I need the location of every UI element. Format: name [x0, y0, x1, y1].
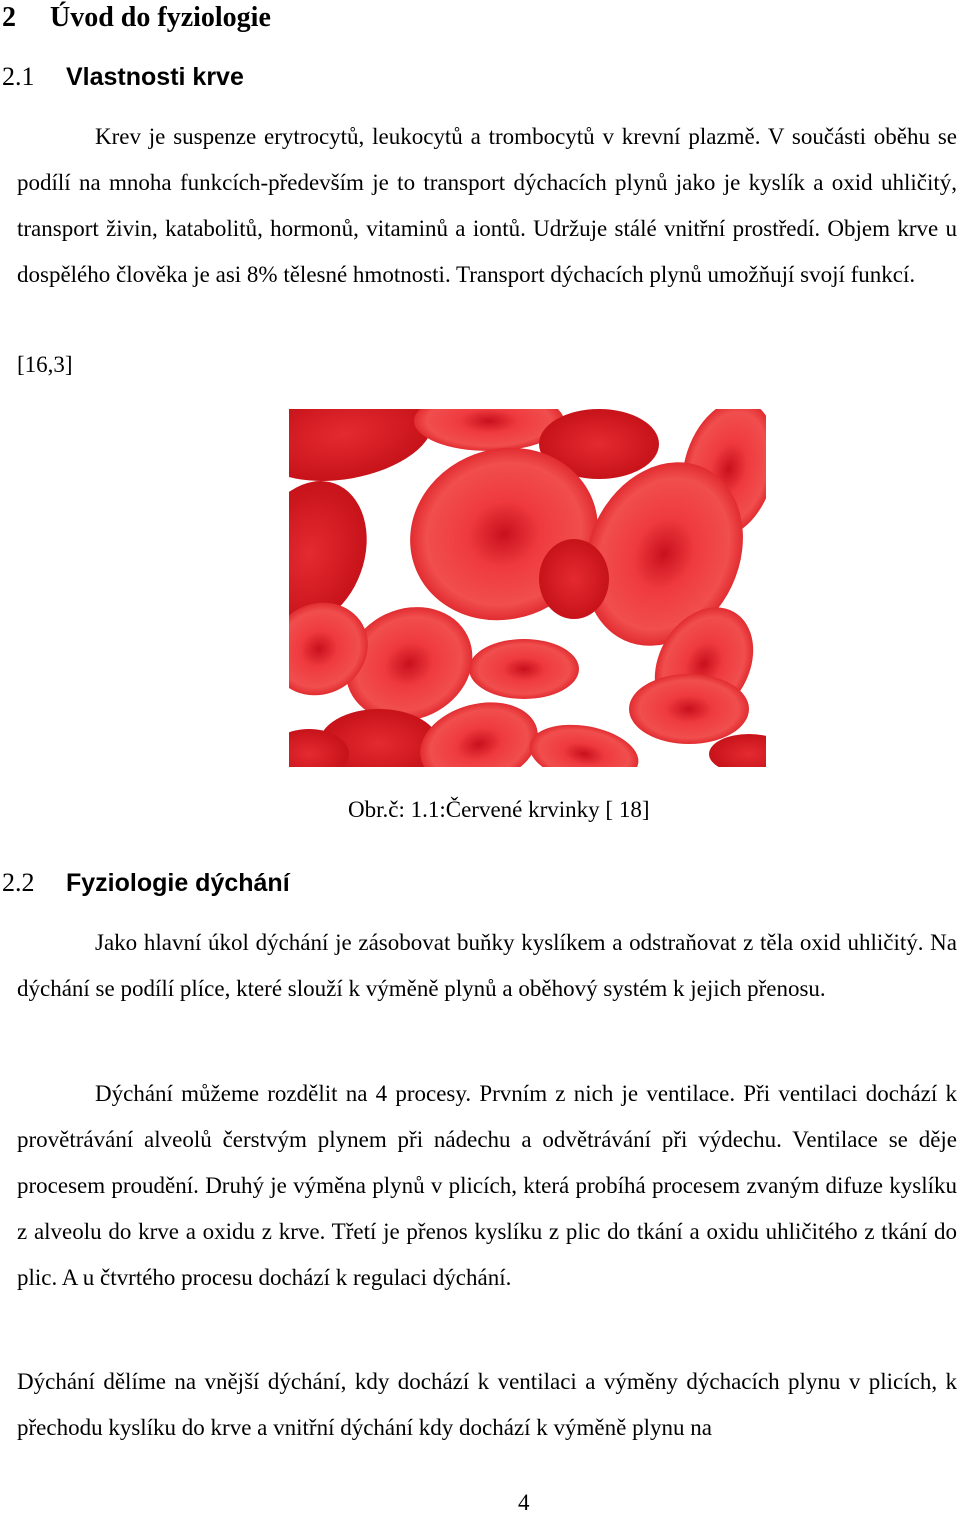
paragraph-breathing-processes: Dýchání můžeme rozdělit na 4 procesy. Prvním z nich je ventilace. Při ventilaci dochází k provětrávání alveolů čerstvým plynem při nádechu a odvětrávání při výdechu. Ventilace se děje procesem proudění. Druhý je výměna plynů v plicích, která probíhá procesem zvaným difuze kyslíku z alveolu do krve a oxidu z krve. Třetí je přenos kyslíku z plic do tkání a oxidu uhličitého z tkání do plic. A u čtvrtého procesu dochází k regulaci dýchání.: [17, 1081, 957, 1290]
paragraph-breathing-types: Dýchání dělíme na vnější dýchání, kdy dochází k ventilaci a výměny dýchacích plynu v plicích, k přechodu kyslíku do krve a vnitřní dýchání kdy dochází k výměně plynu na: [17, 1369, 957, 1440]
red-blood-cells-image: [289, 409, 766, 767]
chapter-heading: [2, 2, 271, 34]
section-title: Vlastnosti krve: [66, 63, 244, 91]
section-heading-2-1: [2, 62, 244, 92]
paragraph-blood-properties: Krev je suspenze erytrocytů, leukocytů a trombocytů v krevní plazmě. V součásti oběhu se podílí na mnoha funkcích-především je to transport dýchacích plynů jako je kyslík a oxid uhličitý, transport živin, katabolitů, hormonů, vitaminů a iontů. Udržuje stálé vnitřní prostředí. Objem krve u dospělého člověka je asi 8% tělesné hmotnosti. Transport dýchacích plynů umožňují svojí funkcí.: [17, 124, 957, 287]
figure-caption: Obr.č: 1.1:Červené krvinky [ 18]: [348, 797, 650, 822]
section-title: Fyziologie dýchání: [66, 869, 290, 897]
section-number: 2.2: [2, 868, 35, 897]
citation-reference: [16,3]: [17, 352, 73, 377]
section-number: 2.1: [2, 62, 35, 91]
chapter-number: 2: [2, 2, 16, 33]
page-number: 4: [518, 1490, 530, 1515]
section-heading-2-2: [2, 868, 290, 898]
red-blood-cells-illustration: [289, 409, 766, 767]
paragraph-breathing-purpose: Jako hlavní úkol dýchání je zásobovat buňky kyslíkem a odstraňovat z těla oxid uhličitý. Na dýchání se podílí plíce, které slouží k výměně plynů a oběhový systém k jejich přenosu.: [17, 930, 957, 1001]
chapter-title: Úvod do fyziologie: [50, 2, 271, 33]
